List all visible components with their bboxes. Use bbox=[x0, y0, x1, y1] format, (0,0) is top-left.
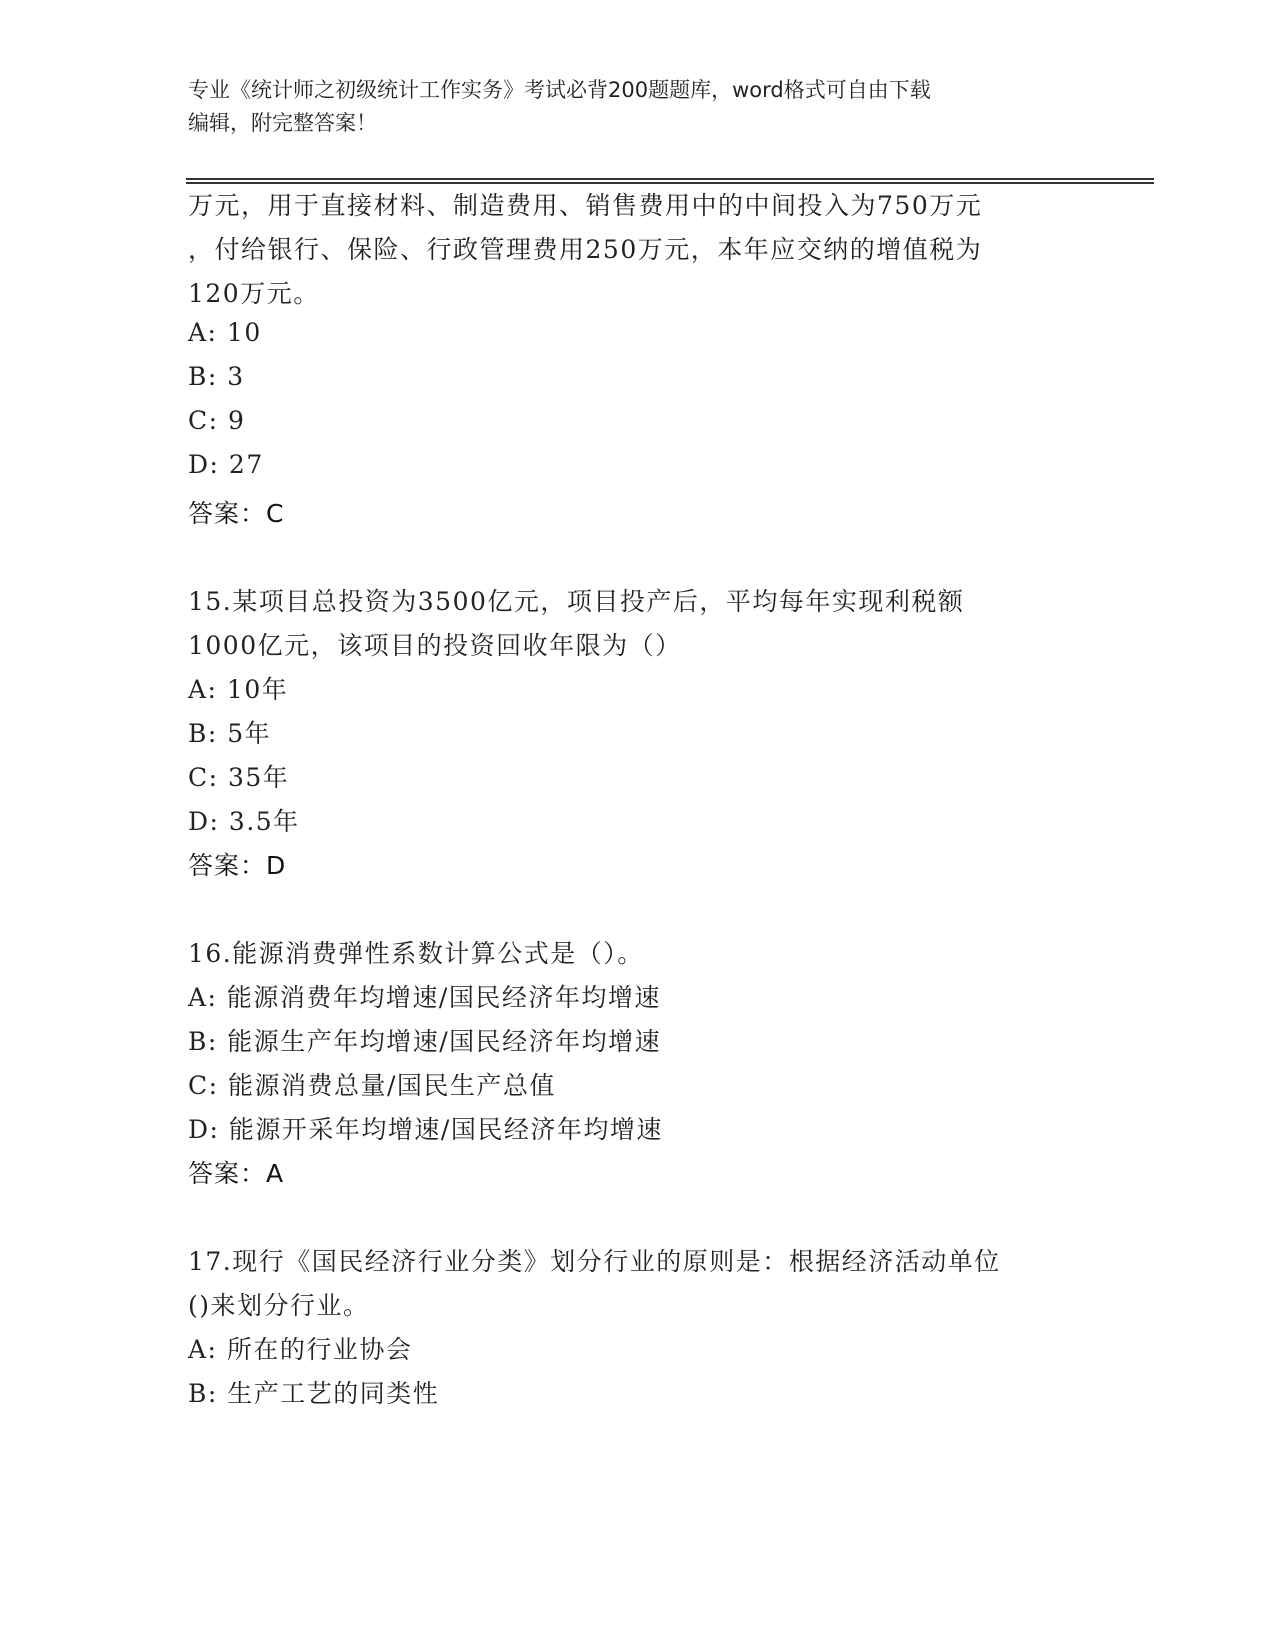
page-header bbox=[188, 74, 1068, 140]
question-15-option-c: C: 35年 bbox=[188, 763, 290, 792]
question-16-option-c: C: 能源消费总量/国民生产总值 bbox=[188, 1071, 556, 1100]
header-line-1: 专业《统计师之初级统计工作实务》考试必背200题题库，word格式可自由下载 bbox=[188, 78, 931, 102]
question-14-option-c: C: 9 bbox=[188, 406, 246, 435]
question-15-text-line: 15.某项目总投资为3500亿元，项目投产后，平均每年实现利税额 bbox=[188, 587, 965, 616]
question-15-answer: 答案：D bbox=[188, 851, 287, 880]
question-16-option-b: B: 能源生产年均增速/国民经济年均增速 bbox=[188, 1027, 662, 1056]
question-14-text-line: ，付给银行、保险、行政管理费用250万元，本年应交纳的增值税为 bbox=[188, 235, 983, 264]
question-16-answer: 答案：A bbox=[188, 1159, 285, 1188]
question-17-text-line: 17.现行《国民经济行业分类》划分行业的原则是：根据经济活动单位 bbox=[188, 1247, 1001, 1276]
question-17-text-line: ()来划分行业。 bbox=[188, 1291, 370, 1320]
question-16-option-a: A: 能源消费年均增速/国民经济年均增速 bbox=[188, 983, 661, 1012]
header-divider bbox=[186, 178, 1154, 184]
question-14-option-b: B: 3 bbox=[188, 362, 245, 391]
question-14-option-a: A: 10 bbox=[188, 318, 262, 347]
question-17-option-a: A: 所在的行业协会 bbox=[188, 1335, 413, 1364]
question-16-text-line: 16.能源消费弹性系数计算公式是（）。 bbox=[188, 939, 644, 968]
question-15-text-line: 1000亿元，该项目的投资回收年限为（） bbox=[188, 631, 682, 660]
question-14-text-line: 万元，用于直接材料、制造费用、销售费用中的中间投入为750万元 bbox=[188, 191, 983, 220]
header-line-2: 编辑，附完整答案！ bbox=[188, 111, 377, 135]
question-14-option-d: D: 27 bbox=[188, 450, 264, 479]
question-16-option-d: D: 能源开采年均增速/国民经济年均增速 bbox=[188, 1115, 663, 1144]
question-14-text-line: 120万元。 bbox=[188, 279, 320, 308]
question-17-option-b: B: 生产工艺的同类性 bbox=[188, 1379, 440, 1408]
question-15-option-d: D: 3.5年 bbox=[188, 807, 300, 836]
question-15-option-b: B: 5年 bbox=[188, 719, 272, 748]
question-14-answer: 答案：C bbox=[188, 499, 285, 528]
question-15-option-a: A: 10年 bbox=[188, 675, 289, 704]
